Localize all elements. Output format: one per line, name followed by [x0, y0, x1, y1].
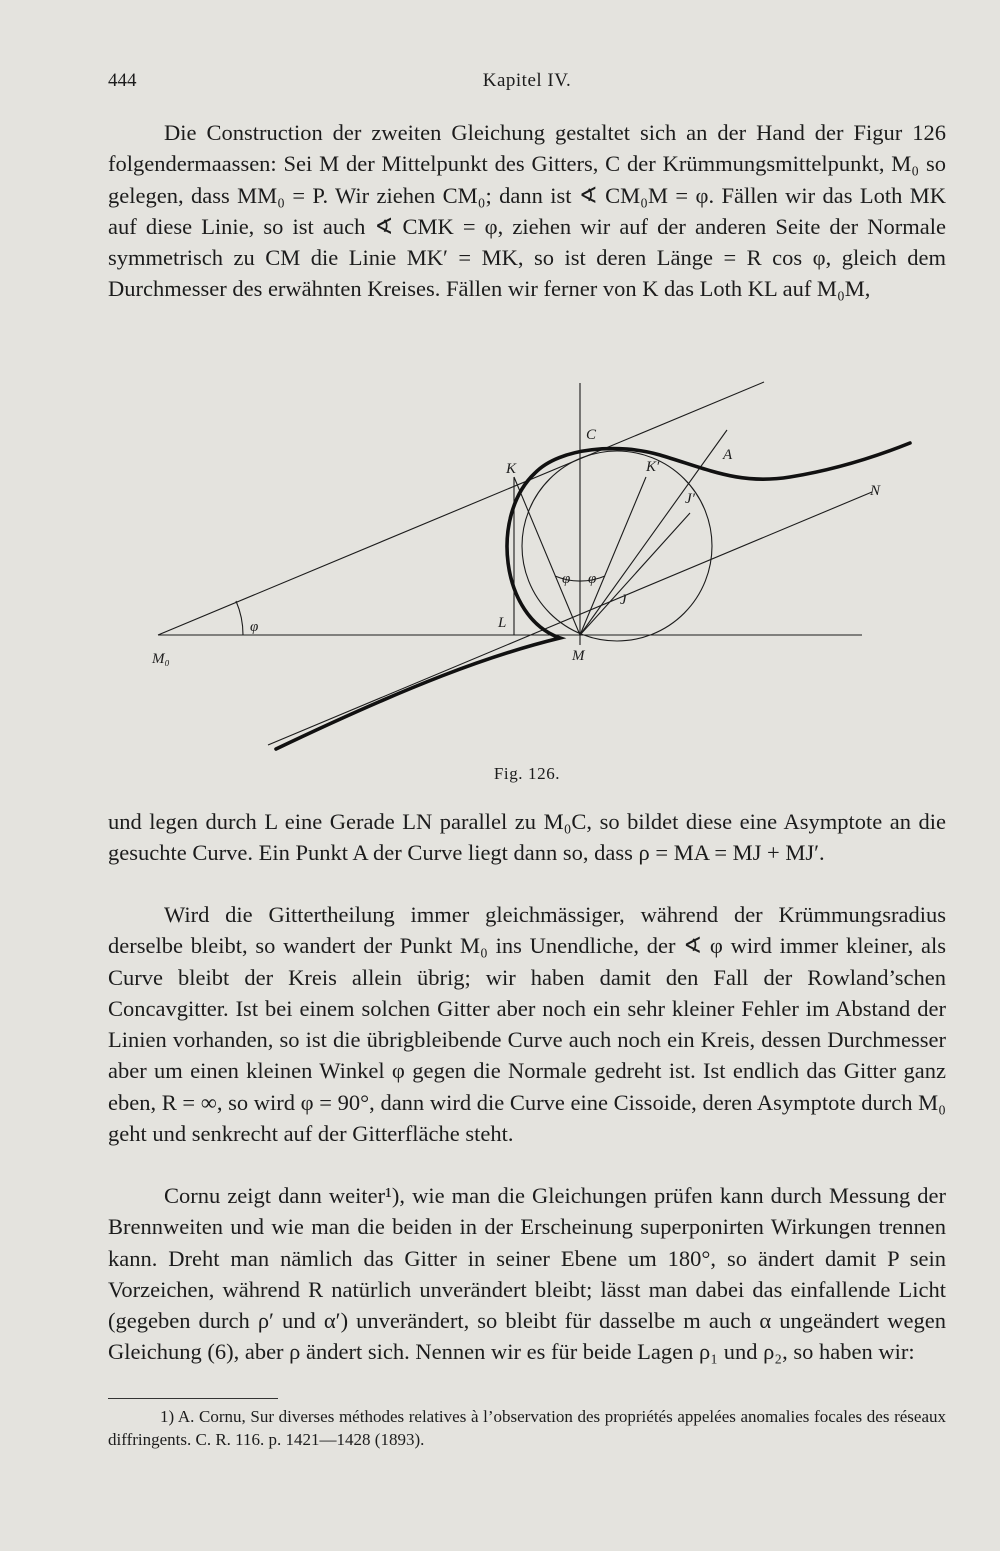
figure-caption: Fig. 126.: [493, 764, 561, 783]
line-m0-c: [158, 382, 764, 635]
label-phi-left: φ: [562, 571, 571, 587]
asymptote-ln: [268, 492, 872, 745]
line-mj: [580, 513, 690, 635]
label-j: J: [620, 592, 627, 608]
label-k: K: [506, 461, 517, 477]
paragraph-asymptote: und legen durch L eine Gerade LN parallel zu M₀C, so bildet diese eine Asymptote an die gesuchte Curve. Ein Punkt A der Curve liegt dann so, dass ρ = MA = MJ + MJ′.: [108, 809, 946, 866]
label-c: C: [586, 427, 597, 443]
label-phi-right: φ: [588, 571, 597, 587]
running-head: Kapitel IV.: [482, 70, 572, 91]
label-phi-m0: φ: [250, 619, 259, 635]
paragraph-construction: Die Construction der zweiten Gleichung gestaltet sich an der Hand der Figur 126 folgendermaassen: Sei M der Mittelpunkt des Gitters, C der Krümmungsmittelpunkt, M₀ so gelegen, dass MM₀ = P. Wir ziehen CM₀; dann ist ∢ CM₀M = φ. Fällen wir das Loth MK auf diese Linie, so ist auch ∢ CMK = φ, ziehen wir auf der anderen Seite der Normale symmetrisch zu CM die Linie MK′ = MK, so ist deren Länge = R cos φ, gleich dem Durchmesser des erwähnten Kreises. Fällen wir ferner von K das Loth KL auf M₀M,: [108, 120, 946, 302]
paragraph-cornu: Cornu zeigt dann weiter¹), wie man die Gleichungen prüfen kann durch Messung der Brennweiten und wie man die beiden in der Erscheinung superponirten Wirkungen trennen kann. Dreht man nämlich das Gitter in seiner Ebene um 180°, so ändert damit P sein Vorzeichen, während R natürlich unverändert bleibt; lässt man dabei das einfallende Licht (gegeben durch ρ′ und α′) unverändert, so bleibt für dasselbe m auch α ungeändert wegen Gleichung (6), aber ρ ändert sich. Nennen wir es für beide Lagen ρ₁ und ρ₂, so haben wir:: [108, 1183, 946, 1365]
label-m0: M₀: [152, 651, 170, 667]
label-m: M: [572, 648, 585, 664]
label-k-prime: K′: [646, 459, 660, 475]
label-n: N: [870, 483, 881, 499]
footnote-text: 1) A. Cornu, Sur diverses méthodes relatives à l’observation des propriétés appelées anomalies focales des réseaux diffringents. C. R. 116. p. 1421—1428 (1893).: [108, 1407, 946, 1449]
label-j-prime: J′: [685, 491, 695, 507]
page-header: [108, 70, 946, 100]
footnote: [108, 1405, 946, 1451]
figure-126-diagram: [150, 355, 920, 755]
label-l: L: [498, 615, 507, 631]
figure-126: [150, 355, 920, 755]
footnote-rule: [108, 1398, 278, 1399]
page-number: 444: [108, 70, 137, 91]
paragraph-rowland: Wird die Gittertheilung immer gleichmässiger, während der Krümmungsradius derselbe bleibt, so wandert der Punkt M₀ ins Unendliche, der ∢ φ wird immer kleiner, als Curve bleibt der Kreis allein übrig; wir haben damit den Fall der Rowland’schen Concavgitter. Ist bei einem solchen Gitter aber noch ein sehr kleiner Fehler im Abstand der Linien vorhanden, so ist die übrigbleibende Curve auch noch ein Kreis, dessen Durchmesser aber um einen kleinen Winkel φ gegen die Normale gedreht ist. Ist endlich das Gitter ganz eben, R = ∞, so wird φ = 90°, dann wird die Curve eine Cissoide, deren Asymptote durch M₀ geht und senkrecht auf der Gitterfläche steht.: [108, 902, 946, 1147]
label-a: A: [723, 447, 733, 463]
heavy-curve: [276, 443, 910, 749]
angle-arc-m0: [236, 601, 243, 635]
